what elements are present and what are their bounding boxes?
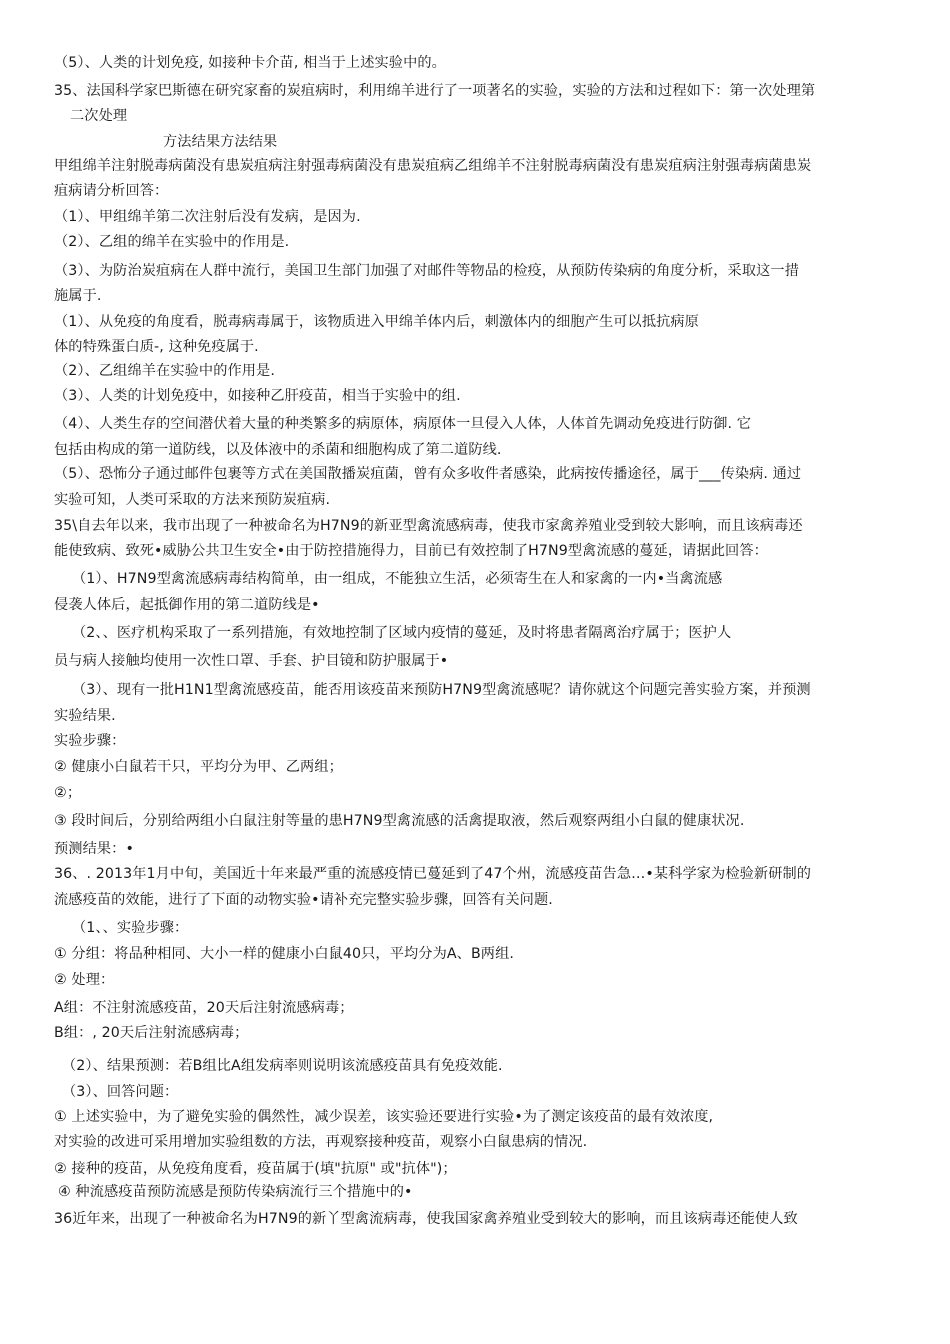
text-line: 二次处理 xyxy=(70,108,128,124)
text-line: （2）、乙组的绵羊在实验中的作用是. xyxy=(54,234,290,250)
text-line: ① 上述实验中，为了避免实验的偶然性，减少误差，该实验还要进行实验•为了测定该疫苗的最有效浓度, xyxy=(54,1109,714,1125)
text-line: ③ 段时间后，分别给两组小白鼠注射等量的患H7N9型禽流感的活禽提取液，然后观察两组小白鼠的健康状况. xyxy=(54,813,745,829)
text-line: （1）、甲组绵羊第二次注射后没有发病，是因为. xyxy=(54,209,361,225)
text-line: ② 健康小白鼠若干只，平均分为甲、乙两组； xyxy=(54,759,343,775)
text-line: A组：不注射流感疫苗，20天后注射流感病毒； xyxy=(54,1000,354,1016)
text-line: （3）、现有一批H1N1型禽流感疫苗，能否用该疫苗来预防H7N9型禽流感呢？请你就这个问题完善实验方案，并预测 xyxy=(72,682,811,698)
text-line: 实验步骤： xyxy=(54,733,126,749)
text-line: （3）、人类的计划免疫中，如接种乙肝疫苗，相当于实验中的组. xyxy=(54,388,461,404)
text-line: ④ 种流感疫苗预防流感是预防传染病流行三个措施中的• xyxy=(58,1184,413,1200)
text-line: （5）、恐怖分子通过邮件包裹等方式在美国散播炭疽菌，曾有众多收件者感染，此病按传播途径，属于___传染病. 通过 xyxy=(54,466,802,482)
text-line: ② 接种的疫苗，从免疫角度看，疫苗属于(填"抗原" 或"抗体")； xyxy=(54,1161,457,1177)
text-line: 能使致病、致死•威胁公共卫生安全•由于防控措施得力，目前已有效控制了H7N9型禽流感的蔓延，请据此回答： xyxy=(54,543,768,559)
text-line: （3）、回答问题： xyxy=(62,1084,179,1100)
text-line: 方法结果方法结果 xyxy=(163,134,278,150)
text-line: （4）、人类生存的空间潜伏着大量的种类繁多的病原体，病原体一旦侵入人体，人体首先调动免疫进行防御. 它 xyxy=(54,416,752,432)
text-line: （2）、结果预测：若B组比A组发病率则说明该流感疫苗具有免疫效能. xyxy=(62,1058,503,1074)
text-line: （3）、为防治炭疽病在人群中流行，美国卫生部门加强了对邮件等物品的检疫，从预防传染病的角度分析，采取这一措 xyxy=(54,263,799,279)
text-line: 36近年来，出现了一种被命名为H7N9的新丫型禽流病毒，使我国家禽养殖业受到较大的影响，而且该病毒还能使人致 xyxy=(54,1211,798,1227)
text-line: 甲组绵羊注射脱毒病菌没有患炭疽病注射强毒病菌没有患炭疽病乙组绵羊不注射脱毒病菌没有患炭疽病注射强毒病菌患炭 xyxy=(54,158,812,174)
text-line: ②； xyxy=(54,785,82,801)
text-line: 预测结果：• xyxy=(54,841,134,857)
text-line: 疽病请分析回答： xyxy=(54,183,169,199)
text-line: 施属于. xyxy=(54,288,102,304)
text-line: 实验可知，人类可采取的方法来预防炭疽病. xyxy=(54,492,331,508)
text-line: （2）、乙组绵羊在实验中的作用是. xyxy=(54,363,275,379)
text-line: ① 分组：将品种相同、大小一样的健康小白鼠40只，平均分为A、B两组. xyxy=(54,946,514,962)
text-line: （5）、人类的计划免疫, 如接种卡介苗, 相当于上述实验中的。 xyxy=(54,55,446,71)
text-line: 35\自去年以来，我市出现了一种被命名为H7N9的新亚型禽流感病毒，使我市家禽养殖业受到较大影响，而且该病毒还 xyxy=(54,518,803,534)
text-line: （2、、医疗机构采取了一系列措施，有效地控制了区域内疫情的蔓延，及时将患者隔离治疗属于；医护人 xyxy=(72,625,732,641)
text-line: 体的特殊蛋白质-, 这种免疫属于. xyxy=(54,339,259,355)
text-line: B组：, 20天后注射流感病毒； xyxy=(54,1025,249,1041)
text-line: ② 处理： xyxy=(54,972,115,988)
text-line: 36、. 2013年1月中旬，美国近十年来最严重的流感疫情已蔓延到了47个州，流感疫苗告急…•某科学家为检验新研制的 xyxy=(54,866,812,882)
text-line: 实验结果. xyxy=(54,708,116,724)
text-line: 包括由构成的第一道防线，以及体液中的杀菌和细胞构成了第二道防线. xyxy=(54,442,502,458)
text-line: （1、、实验步骤： xyxy=(72,920,189,936)
text-line: 35、法国科学家巴斯德在研究家畜的炭疽病时，利用绵羊进行了一项著名的实验，实验的方法和过程如下：第一次处理第 xyxy=(54,83,816,99)
text-line: （1）、H7N9型禽流感病毒结构简单，由一组成，不能独立生活，必须寄生在人和家禽的一内•当禽流感 xyxy=(72,571,723,587)
text-line: 侵袭人体后，起抵御作用的第二道防线是• xyxy=(54,597,320,613)
text-line: 流感疫苗的效能，进行了下面的动物实验•请补充完整实验步骤，回答有关问题. xyxy=(54,892,553,908)
text-line: 对实验的改进可采用增加实验组数的方法，再观察接种疫苗，观察小白鼠患病的情况. xyxy=(54,1134,588,1150)
text-line: 员与病人接触均使用一次性口罩、手套、护目镜和防护服属于• xyxy=(54,653,449,669)
text-line: （1）、从免疫的角度看，脱毒病毒属于，该物质进入甲绵羊体内后，刺激体内的细胞产生可以抵抗病原 xyxy=(54,314,699,330)
